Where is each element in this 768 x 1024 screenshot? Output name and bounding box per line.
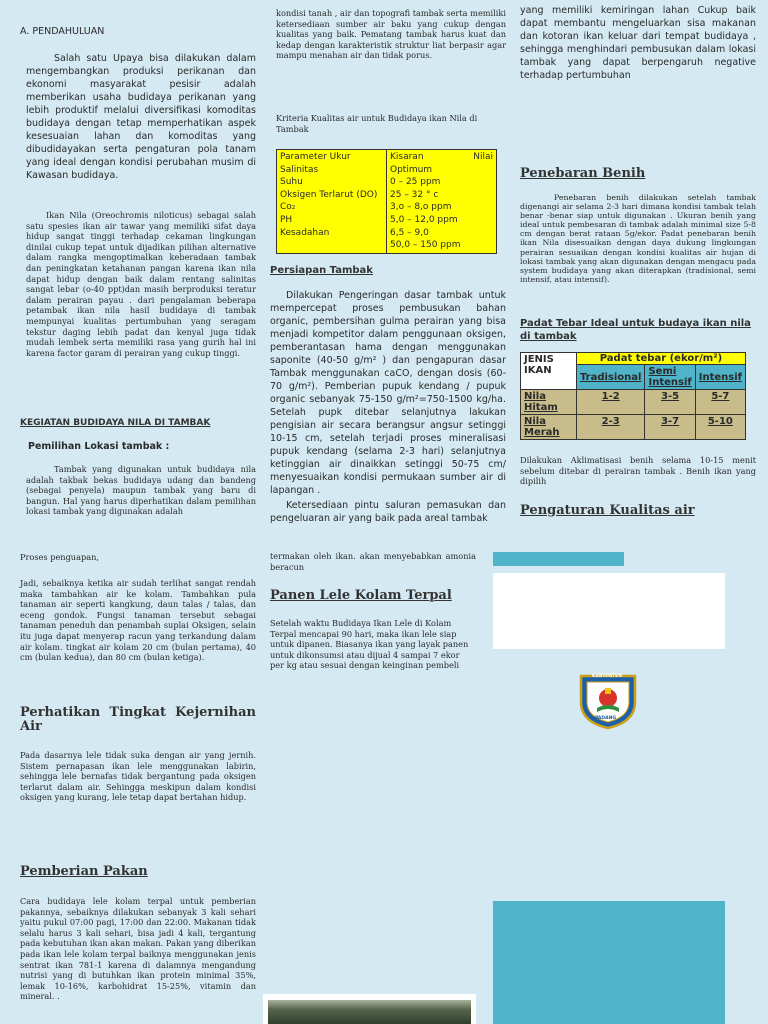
nila-paragraph: Ikan Nila (Oreochromis niloticus) sebagai salah satu spesies ikan air tawar yang memiliki sifat daya hidup sangat tinggi terhadap cekaman lingkungan dinilai cukup tepat untuk dijadikan pilihan alternative dalam rangka mengoptimalkan keberadaan tambak dan peningkatan ketahanan pangan karena ikan nila dapat hidup dengan baik dalam rentang salinitas sangat lebar (o-40 ppt)dan masih berproduksi teratur dalam perairan payau . dari pengalaman beberapa petambak ikan nila hasil budidaya di tambak mempunyai kualitas pertumbuhan yang seragam tekstur daging lebih padat dan kenyal juga tidak mudah lembek serta memiliki rasa yang gurih hal ini karena factor garam di perairan yang cukup tinggi. bbox=[26, 210, 256, 358]
row-label: Nila Hitam bbox=[521, 390, 577, 415]
pintu-paragraph: Ketersediaan pintu saluran pemasukan dan pengeluaran air yang baik pada areal tambak bbox=[270, 500, 506, 524]
row-label: Nila Merah bbox=[521, 415, 577, 440]
teal-panel bbox=[493, 901, 725, 1024]
persiapan-heading: Persiapan Tambak bbox=[270, 265, 373, 276]
kejernihan-paragraph: Pada dasarnya lele tidak suka dengan air yang jernih. Sistem pernapasan ikan lele menggunakan labirin, sehingga lele bernafas tidak bergantung pada oksigen terlarut dalam air. Sehingga meskipun dalam kondisi oksigen yang kurang, lele tetap dapat bertahan hidup. bbox=[20, 750, 256, 803]
panen-paragraph: Setelah waktu Budidaya Ikan Lele di Kolam Terpal mencapai 90 hari, maka ikan lele siap untuk dipanen. Biasanya ikan yang layak panen untuk dikonsumsi atau dijual 4 sampai 7 ekor per kg atau sesuai dengan keinginan pembeli bbox=[270, 618, 469, 671]
cell-value: 3-7 bbox=[645, 415, 695, 440]
cell-value: 5-7 bbox=[695, 390, 745, 415]
persiapan-paragraph: Dilakukan Pengeringan dasar tambak untuk mempercepat proses pembusukan bahan organic, pembersihan gulma perairan yang bisa menjadi kompetitor dalam penggunaan oksigen, pemberantasan hama dengan menggunakan saponite (40-50 g/m² ) dan pengapuran dasar Tambak menggunakan caCO, dengan dosis (60-70 g/m²). Pemberian pupuk kendang / pupuk organic sebanyak 75-150 g/m²=750-1500 kg/ha. Setelah pupk ditebar selanjutnya lakukan pengisian air secara berangsur angsur setinggi 10-15 cm, setelah terjadi proses mineralisasi pupuk kendang (selama 2-3 hari) selanjutnya ketinggian air dinaikkan setinggi 50-75 cm/ menyesuaikan kondisi permukaan sumber air di lapangan . bbox=[270, 290, 506, 496]
pond-photo bbox=[263, 994, 476, 1024]
col-semi-intensif: Semi Intensif bbox=[645, 365, 695, 390]
col-tradisional: Tradisional bbox=[576, 365, 645, 390]
pond-photo-image bbox=[268, 1000, 471, 1024]
value-column bbox=[387, 150, 497, 254]
pakan-paragraph: Cara budidaya lele kolam terpal untuk pemberian pakannya, sebaiknya dilakukan sebanyak 3 kali sehari yaitu pukul 07:00 pagi, 17:00 dan 22:00. Makanan tidak selalu harus 3 kali sehari, bisa jadi 4 kali, tergantung pada kebutuhan ikan akan makan. Pakan yang diberikan pada ikan lele kolam terpal baiknya menggunakan jenis sentrat ikan 781-1 karena di dalamnya mengandung nutrisi yang di butuhkan ikan protein minimal 35%, lemak 10-16%, karbohidrat 15-25%, vitamin dan mineral. . bbox=[20, 896, 256, 1002]
kemiringan-paragraph: yang memiliki kemiringan lahan Cukup baik dapat membantu mengeluarkan sisa makanan dan kotoran ikan keluar dari tempat budidaya , sehingga menghindari pembusukan dalam lokasi tambak yang dapat berpengaruh negative terhadap pertumbuhan bbox=[520, 5, 756, 81]
shield-emblem-icon bbox=[575, 672, 641, 730]
kejernihan-heading: Perhatikan Tingkat Kejernihan Air bbox=[20, 705, 256, 734]
cell-value: 5-10 bbox=[695, 415, 745, 440]
value-header-2: Optimum bbox=[390, 164, 433, 175]
param-cell: Kesadahan bbox=[280, 227, 330, 238]
param-cell: Oksigen Terlarut (DO) bbox=[280, 189, 378, 200]
value-cell: 25 – 32 ° c bbox=[390, 189, 439, 200]
intro-paragraph: Salah satu Upaya bisa dilakukan dalam mengembangkan produksi perikanan dan ekonomi masyarakat pesisir adalah memberikan usaha budidaya perikanan yang lebih produktif melalui diversifikasi komoditas budidaya dengan tetap memperhatikan aspek kesesuaian lahan dan komoditas yang dibudidayakan serta pengaturan pola tanam yang ideal dengan kondisi perubahan musim di Kawasan budidaya. bbox=[26, 53, 256, 181]
lokasi-paragraph: Tambak yang digunakan untuk budidaya nila adalah takbak bekas budidaya udang dan bandeng (sebagai penyela) maupun tambak yang baru di bangun. Hal yang harus diperhatikan dalam pemilihan lokasi tambak yang digunakan adalah bbox=[26, 464, 256, 517]
jenis-ikan-header: JENIS IKAN bbox=[521, 353, 577, 390]
cell-value: 3-5 bbox=[645, 390, 695, 415]
water-quality-table bbox=[276, 149, 497, 254]
param-header: Parameter Ukur bbox=[280, 152, 351, 162]
cell-value: 2-3 bbox=[576, 415, 645, 440]
value-header-left: Kisaran bbox=[390, 152, 424, 162]
kondisi-paragraph: kondisi tanah , air dan topografi tambak serta memiliki ketersediaan sumber air baku yang cukup dengan kualitas yang baik. Pematang tambak harus kuat dan kedap dengan karakteristik struktur liat berpasir agar mampu menahan air dan tidak porus. bbox=[276, 8, 506, 61]
penebaran-heading: Penebaran Benih bbox=[520, 166, 646, 181]
param-cell: Co₂ bbox=[280, 202, 296, 213]
penebaran-paragraph: Penebaran benih dilakukan setelah tambak digenangi air selama 2-3 hari dimana kondisi tambak telah benar -benar siap untuk digunakan . Ukuran benih yang ideal untuk pembesaran di tambak adalah minimal size 5-8 cm dengan berat rataan 5g/ekor. Padat penebaran benih ikan Nila disesuaikan dengan daya dukung lingkungan perairan sesuaikan dengan kondisi kualitas air hujan di lokasi tambak yang akan digunakan dengan mengacu pada system budidaya yang akan diterapkan (tradisional, semi intensif, atau intensif). bbox=[520, 193, 756, 284]
kriteria-caption: Kriteria Kualitas air untuk Budidaya ikan Nila di Tambak bbox=[276, 113, 478, 134]
col-intensif: Intensif bbox=[695, 365, 745, 390]
pengaturan-heading: Pengaturan Kualitas air bbox=[520, 503, 695, 518]
proses-text: Proses penguapan, bbox=[20, 552, 99, 562]
section-heading-pendahuluan: A. PENDAHULUAN bbox=[20, 26, 105, 37]
table-row bbox=[521, 390, 746, 415]
value-cell: 3,o – 8,o ppm bbox=[390, 202, 452, 213]
value-cell: 5,0 – 12,0 ppm bbox=[390, 214, 458, 225]
table-row bbox=[521, 415, 746, 440]
logo-bottom-text: PADANG bbox=[595, 716, 617, 721]
padat-title: Padat Tebar Ideal untuk budaya ikan nila di tambak bbox=[520, 318, 751, 342]
amonia-paragraph: termakan oleh ikan. akan menyebabkan amonia beracun bbox=[270, 551, 476, 572]
value-cell: 6,5 – 9,0 bbox=[390, 227, 429, 238]
regency-logo bbox=[575, 672, 641, 730]
param-column bbox=[277, 150, 387, 254]
aklimatisasi-paragraph: Dilakukan Aklimatisasi benih selama 10-15 menit sebelum ditebar di perairan tambak . Benih ikan yang dipilih bbox=[520, 455, 756, 487]
value-header bbox=[390, 151, 493, 164]
value-cell: 50,0 – 150 ppm bbox=[390, 240, 461, 251]
padat-tebar-table bbox=[520, 352, 746, 440]
white-panel bbox=[493, 573, 725, 649]
pakan-heading: Pemberian Pakan bbox=[20, 864, 148, 879]
logo-top-text: KABUPATEN bbox=[592, 674, 622, 679]
panen-heading: Panen Lele Kolam Terpal bbox=[270, 588, 452, 603]
air-paragraph: Jadi, sebaiknya ketika air sudah terlihat sangat rendah maka tambahkan air ke kolam. Tambahkan pula tanaman air seperti kangkung, daun talas / talas, dan eceng gondok. Fungsi tanaman tersebut sebagai tanaman peneduh dan penambah suplai Oksigen, selain itu juga dapat menyerap racun yang terkandung dalam air kolam. tingkat air kolam 20 cm (bulan pertama), 40 cm (bulan kedua), dan 80 cm (bulan ketiga). bbox=[20, 578, 256, 663]
pemilihan-subheading: Pemilihan Lokasi tambak : bbox=[28, 441, 170, 452]
teal-bar bbox=[493, 552, 624, 566]
param-cell: Suhu bbox=[280, 177, 303, 188]
param-cell: PH bbox=[280, 214, 293, 225]
kegiatan-heading: KEGIATAN BUDIDAYA NILA DI TAMBAK bbox=[20, 418, 211, 428]
padat-tebar-header: Padat tebar (ekor/m²) bbox=[576, 353, 745, 365]
param-cell: Salinitas bbox=[280, 164, 319, 175]
value-header-right: Nilai bbox=[473, 152, 493, 162]
cell-value: 1-2 bbox=[576, 390, 645, 415]
value-cell: 0 – 25 ppm bbox=[390, 177, 441, 188]
